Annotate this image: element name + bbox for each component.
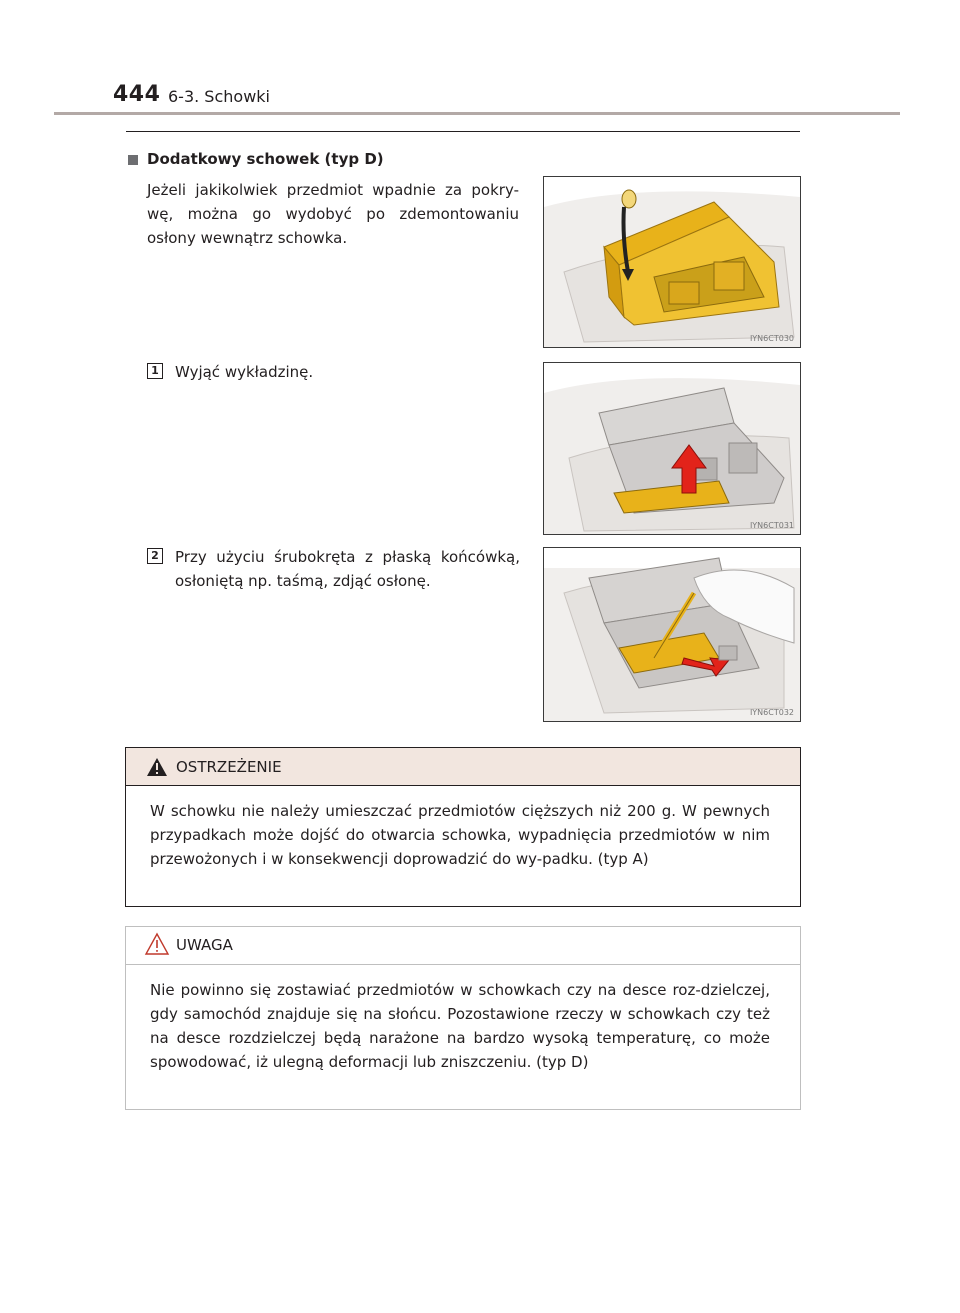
warning-box [125,747,801,907]
step-text-2: Przy użyciu śrubokręta z płaską końcówką, osłoniętą np. taśmą, zdjąć osłonę. [175,548,520,590]
header-rule [54,112,900,115]
notice-text: Nie powinno się zostawiać przedmiotów w schowkach czy na desce roz-dzielczej, gdy samochód znajduje się na słońcu. Pozostawione rzeczy w schowkach czy też na desce rozdzielczej będą narażone na bardzo wysoką temperaturę, co może spowodować, iż ulegną deformacji lub zniszczeniu. (typ D) [150,981,770,1071]
warning-header [126,748,800,786]
section-header-title: 6-3. Schowki [168,87,270,106]
warning-text: W schowku nie należy umieszczać przedmiotów cięższych niż 200 g. W pewnych przypadkach może dojść do otwarcia schowka, wypadnięcia przedmiotów w nim przewożonych i w konsekwencji doprowadzić do wy-padku. (typ A) [150,802,770,868]
notice-header [126,927,800,965]
section-heading: Dodatkowy schowek (typ D) [147,150,384,168]
figure-cover-removal [543,547,801,722]
step-number-2: 2 [147,548,163,564]
bullet-square-icon [128,155,138,165]
glovebox-mat-removal-illustration [544,363,800,534]
warning-title: OSTRZEŻENIE [176,758,282,776]
warning-triangle-icon [146,757,168,777]
page-number: 444 [113,82,161,107]
notice-box [125,926,801,1110]
intro-paragraph: Jeżeli jakikolwiek przedmiot wpadnie za pokry-wę, można go wydobyć po zdemontowaniu osłony wewnątrz schowka. [147,181,519,247]
step-number-1: 1 [147,363,163,379]
caution-triangle-icon [144,932,170,956]
figure-glovebox-open [543,176,801,348]
figure-code-3: IYN6CT032 [749,708,794,717]
step-text-1: Wyjąć wykładzinę. [175,363,314,381]
notice-title: UWAGA [176,936,233,954]
figure-code-2: IYN6CT031 [749,521,794,530]
glovebox-cover-removal-illustration [544,548,800,721]
figure-mat-removal [543,362,801,535]
section-rule [126,131,800,132]
figure-code-1: IYN6CT030 [749,334,794,343]
glovebox-open-illustration [544,177,800,347]
